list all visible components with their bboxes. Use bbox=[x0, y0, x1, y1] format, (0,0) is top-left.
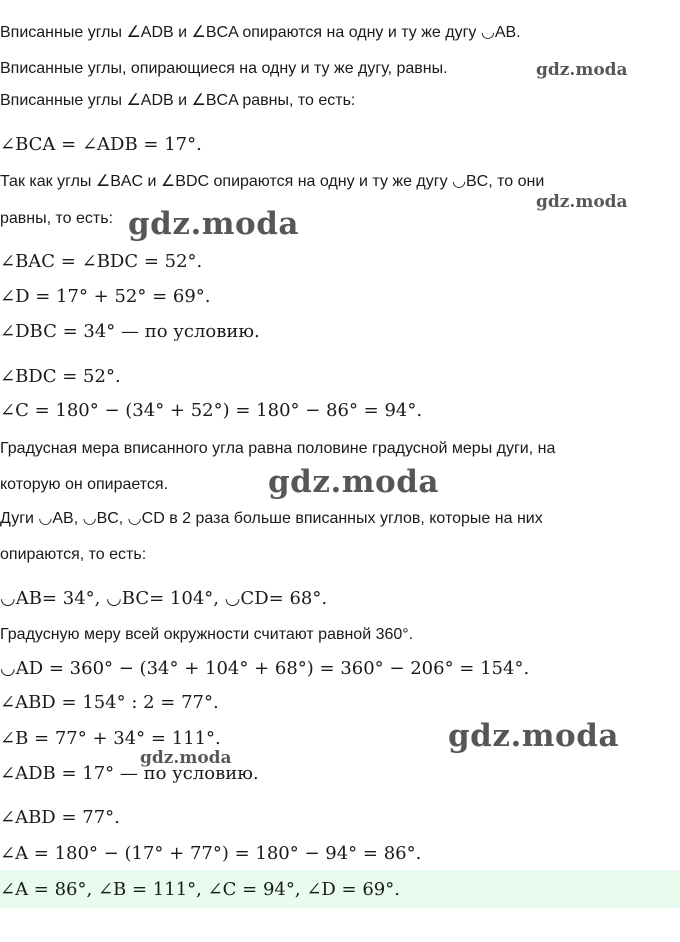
solution-line-16: ◡AB= 34°, ◡BC= 104°, ◡CD= 68°. bbox=[0, 588, 328, 609]
watermark-logo: gdz.moda bbox=[448, 718, 619, 754]
solution-line-20: ∠B = 77° + 34° = 111°. bbox=[0, 728, 221, 749]
solution-line-8: ∠D = 17° + 52° = 69°. bbox=[0, 286, 211, 307]
answer-line: ∠A = 86°, ∠B = 111°, ∠C = 94°, ∠D = 69°. bbox=[0, 879, 400, 900]
solution-line-2: Вписанные углы, опирающиеся на одну и ту же дугу, равны. bbox=[0, 60, 448, 77]
solution-line-5: Так как углы ∠BAC и ∠BDC опираются на одну и ту же дугу ◡BC, то они bbox=[0, 173, 545, 190]
solution-line-12: Градусная мера вписанного угла равна половине градусной меры дуги, на bbox=[0, 440, 556, 457]
solution-line-3: Вписанные углы ∠ADB и ∠BCA равны, то есть: bbox=[0, 92, 356, 109]
solution-line-22: ∠ABD = 77°. bbox=[0, 807, 120, 828]
solution-line-13: которую он опирается. bbox=[0, 476, 169, 493]
watermark-logo: gdz.moda bbox=[268, 464, 439, 500]
solution-line-10: ∠BDC = 52°. bbox=[0, 366, 121, 387]
solution-line-21: ∠ADB = 17° — по условию. bbox=[0, 763, 259, 784]
solution-line-18: ◡AD = 360° − (34° + 104° + 68°) = 360° − 206° = 154°. bbox=[0, 658, 530, 679]
watermark-logo: gdz.moda bbox=[536, 60, 628, 80]
solution-line-7: ∠BAC = ∠BDC = 52°. bbox=[0, 251, 203, 272]
solution-line-4: ∠BCA = ∠ADB = 17°. bbox=[0, 134, 202, 155]
solution-line-1: Вписанные углы ∠ADB и ∠BCA опираются на одну и ту же дугу ◡AB. bbox=[0, 24, 521, 41]
solution-line-6: равны, то есть: bbox=[0, 210, 114, 227]
watermark-logo: gdz.moda bbox=[536, 192, 628, 212]
solution-line-11: ∠C = 180° − (34° + 52°) = 180° − 86° = 94°. bbox=[0, 400, 423, 421]
solution-line-9: ∠DBC = 34° — по условию. bbox=[0, 321, 260, 342]
solution-line-14: Дуги ◡AB, ◡BC, ◡CD в 2 раза больше вписанных углов, которые на них bbox=[0, 510, 543, 527]
watermark-logo: gdz.moda bbox=[140, 748, 232, 768]
watermark-logo: gdz.moda bbox=[128, 206, 299, 242]
solution-line-23: ∠A = 180° − (17° + 77°) = 180° − 94° = 86°. bbox=[0, 843, 422, 864]
solution-line-19: ∠ABD = 154° : 2 = 77°. bbox=[0, 692, 219, 713]
solution-line-17: Градусную меру всей окружности считают равной 360°. bbox=[0, 626, 414, 643]
solution-line-15: опираются, то есть: bbox=[0, 546, 147, 563]
